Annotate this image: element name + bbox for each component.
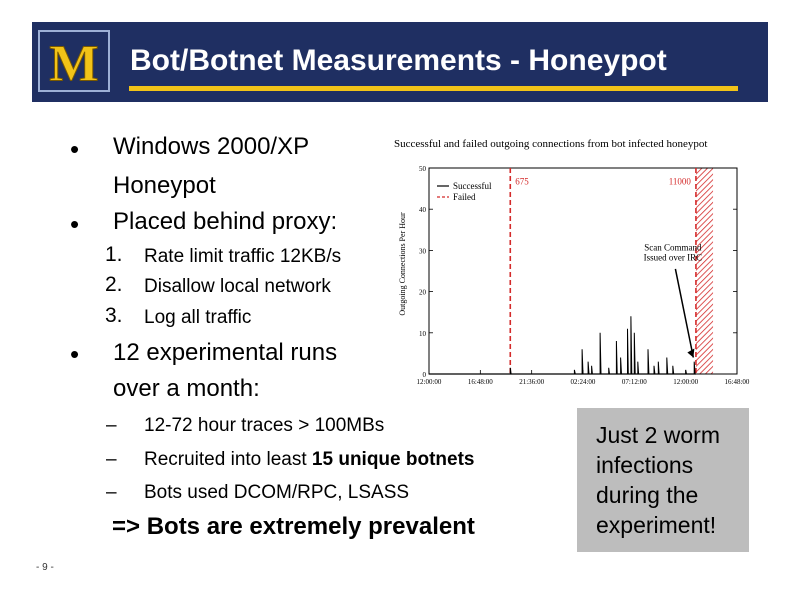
numbered-marker: 3. [105, 304, 123, 327]
callout-text: Just 2 worm infections during the experiment! [596, 422, 720, 538]
university-logo [38, 30, 110, 92]
dash-marker: – [106, 415, 117, 436]
y-tick-label: 40 [419, 206, 426, 215]
x-tick-label: 16:48:00 [724, 378, 750, 386]
bullet-3-line-1: 12 experimental runs [113, 339, 338, 366]
bullet-1-line-1: Windows 2000/XP [113, 133, 310, 160]
bullet-2-line-1: Placed behind proxy: [113, 208, 338, 235]
y-tick-label: 50 [419, 165, 426, 173]
x-tick-label: 12:00:00 [416, 378, 442, 386]
x-tick-label: 02:24:00 [570, 378, 596, 386]
chart-annotation: Scan Command [644, 242, 702, 253]
subitem-2 [144, 449, 475, 471]
subitem-3 [144, 482, 409, 504]
subitem-2-bold: 15 unique botnets [311, 449, 475, 470]
successful-series-line [510, 316, 695, 374]
x-tick-label: 12:00:00 [673, 378, 699, 386]
conclusion-text: => Bots are extremely prevalent [112, 513, 475, 540]
y-tick-label: 30 [419, 247, 426, 256]
numbered-marker: 2. [105, 273, 123, 296]
subitem-2-text: Recruited into least [144, 449, 312, 470]
connections-chart [395, 152, 755, 392]
y-axis-label: Outgoing Connections Per Hour [398, 212, 407, 316]
x-tick-label: 21:36:00 [519, 378, 545, 386]
numbered-marker: 1. [105, 243, 123, 266]
legend-successful-label: Successful [453, 181, 492, 191]
chart-annotation: 675 [515, 176, 529, 187]
subitem-1-text: 12-72 hour traces > 100MBs [144, 415, 385, 436]
chart-annotation: 11000 [668, 176, 691, 187]
scan-command-arrow [675, 269, 693, 358]
x-tick-label: 07:12:00 [621, 378, 647, 386]
numbered-item-3: Log all traffic [144, 307, 252, 328]
y-tick-label: 10 [419, 329, 426, 338]
page-number: - 9 - [36, 562, 54, 573]
legend-failed-label: Failed [453, 192, 476, 202]
logo-letter: M [49, 34, 99, 90]
x-tick-label: 16:48:00 [467, 378, 493, 386]
scan-command-arrowhead [687, 349, 694, 358]
dash-marker: – [106, 449, 117, 470]
numbered-item-1: Rate limit traffic 12KB/s [144, 246, 342, 267]
chart-annotation: Issued over IRC [643, 252, 703, 263]
bullet-dot: • [70, 134, 80, 164]
failed-hatched-region [696, 168, 713, 374]
y-tick-label: 20 [419, 288, 426, 297]
bullet-3-line-2: over a month: [113, 375, 260, 402]
header-rule [129, 86, 738, 91]
slide-title: Bot/Botnet Measurements - Honeypot [130, 44, 667, 77]
y-tick-label: 0 [422, 371, 426, 379]
dash-marker: – [106, 482, 117, 503]
numbered-item-2: Disallow local network [144, 276, 331, 297]
chart-title: Successful and failed outgoing connections from bot infected honeypot [394, 138, 708, 150]
subitem-3-text: Bots used DCOM/RPC, LSASS [144, 482, 410, 503]
bullet-1-line-2: Honeypot [113, 172, 216, 199]
subitem-1 [144, 415, 384, 437]
bullet-dot: • [70, 339, 80, 369]
bullet-dot: • [70, 209, 80, 239]
